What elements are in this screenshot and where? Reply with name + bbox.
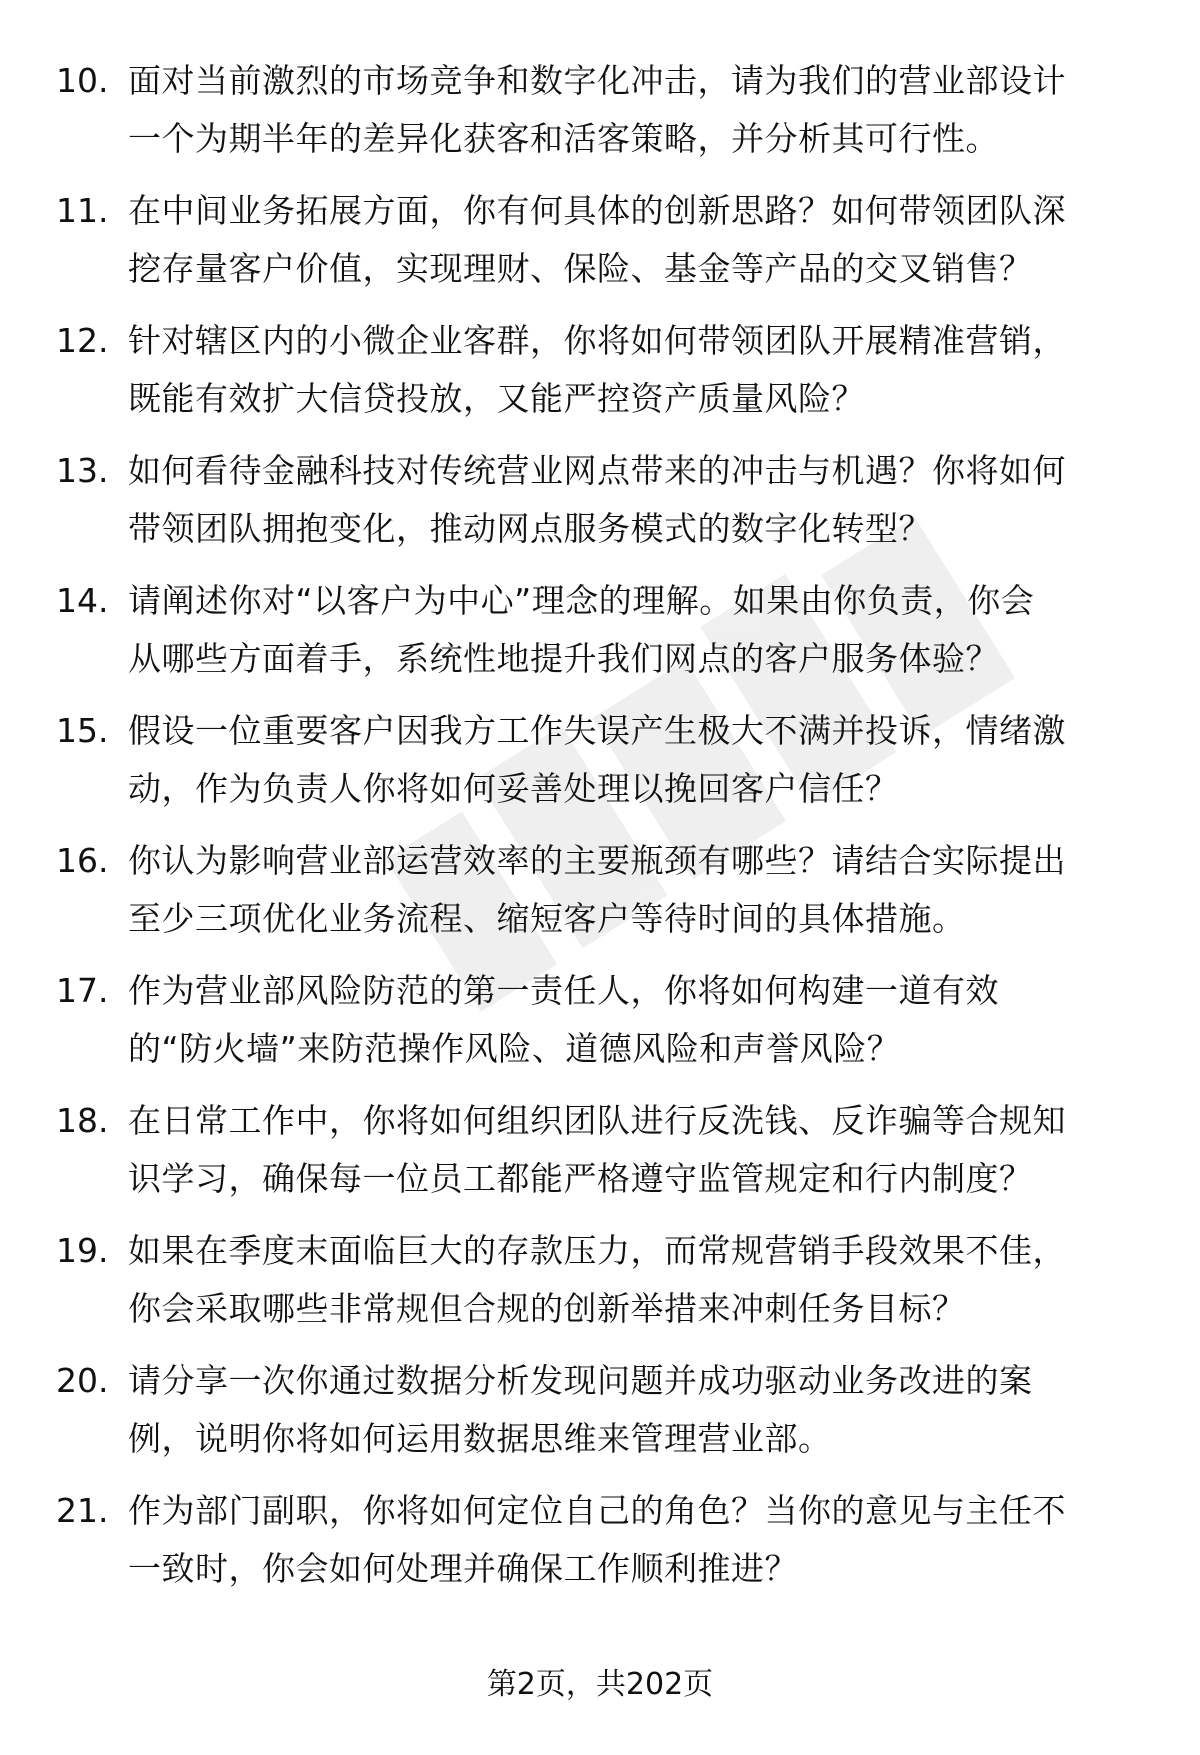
question-text-line: 作为营业部风险防范的第一责任人，你将如何构建一道有效 (128, 971, 999, 1010)
question-number: 12. (56, 321, 109, 360)
question-number: 13. (56, 451, 109, 490)
question-text-line: 识学习，确保每一位员工都能严格遵守监管规定和行内制度？ (128, 1159, 1033, 1198)
question-text-line: 在中间业务拓展方面，你有何具体的创新思路？如何带领团队深 (128, 191, 1066, 230)
question-text-line: 请分享一次你通过数据分析发现问题并成功驱动业务改进的案 (128, 1361, 1033, 1400)
question-item (0, 962, 1200, 1092)
question-number: 10. (56, 61, 109, 100)
question-item (0, 702, 1200, 832)
question-item (0, 442, 1200, 572)
question-text-line: 一致时，你会如何处理并确保工作顺利推进？ (128, 1549, 798, 1588)
question-text-line: 你认为影响营业部运营效率的主要瓶颈有哪些？请结合实际提出 (128, 841, 1066, 880)
question-text-line: 在日常工作中，你将如何组织团队进行反洗钱、反诈骗等合规知 (128, 1101, 1066, 1140)
question-text-line: 既能有效扩大信贷投放，又能严控资产质量风险？ (128, 379, 865, 418)
question-text-line: 至少三项优化业务流程、缩短客户等待时间的具体措施。 (128, 899, 966, 938)
question-item (0, 1222, 1200, 1352)
question-text-line: 动，作为负责人你将如何妥善处理以挽回客户信任？ (128, 769, 899, 808)
question-item (0, 832, 1200, 962)
question-text-line: 面对当前激烈的市场竞争和数字化冲击，请为我们的营业部设计 (128, 61, 1066, 100)
question-text-line: 请阐述你对“以客户为中心”理念的理解。如果由你负责，你会 (128, 581, 1035, 620)
question-text-line: 的“防火墙”来防范操作风险、道德风险和声誉风险？ (128, 1029, 901, 1068)
question-number: 16. (56, 841, 109, 880)
question-item (0, 52, 1200, 182)
question-text-line: 例，说明你将如何运用数据思维来管理营业部。 (128, 1419, 832, 1458)
question-number: 11. (56, 191, 109, 230)
question-number: 18. (56, 1101, 109, 1140)
question-text-line: 针对辖区内的小微企业客群，你将如何带领团队开展精准营销， (128, 321, 1066, 360)
question-number: 19. (56, 1231, 109, 1270)
page-footer (0, 1665, 1200, 1705)
question-number: 20. (56, 1361, 109, 1400)
question-item (0, 1092, 1200, 1222)
question-item (0, 312, 1200, 442)
question-text-line: 一个为期半年的差异化获客和活客策略，并分析其可行性。 (128, 119, 999, 158)
question-number: 17. (56, 971, 109, 1010)
page-number-label: 第2页，共202页 (486, 1667, 714, 1702)
question-number: 14. (56, 581, 109, 620)
question-text-line: 如果在季度末面临巨大的存款压力，而常规营销手段效果不佳， (128, 1231, 1066, 1270)
question-text-line: 作为部门副职，你将如何定位自己的角色？当你的意见与主任不 (128, 1491, 1066, 1530)
question-text-line: 挖存量客户价值，实现理财、保险、基金等产品的交叉销售？ (128, 249, 1033, 288)
question-text-line: 如何看待金融科技对传统营业网点带来的冲击与机遇？你将如何 (128, 451, 1066, 490)
question-item (0, 1482, 1200, 1612)
question-text-line: 你会采取哪些非常规但合规的创新举措来冲刺任务目标？ (128, 1289, 966, 1328)
question-text-line: 假设一位重要客户因我方工作失误产生极大不满并投诉，情绪激 (128, 711, 1066, 750)
question-item (0, 182, 1200, 312)
question-text-line: 从哪些方面着手，系统性地提升我们网点的客户服务体验？ (128, 639, 999, 678)
question-number: 15. (56, 711, 109, 750)
question-number: 21. (56, 1491, 109, 1530)
question-item (0, 1352, 1200, 1482)
question-text-line: 带领团队拥抱变化，推动网点服务模式的数字化转型？ (128, 509, 932, 548)
question-item (0, 572, 1200, 702)
question-list (0, 52, 1200, 1612)
